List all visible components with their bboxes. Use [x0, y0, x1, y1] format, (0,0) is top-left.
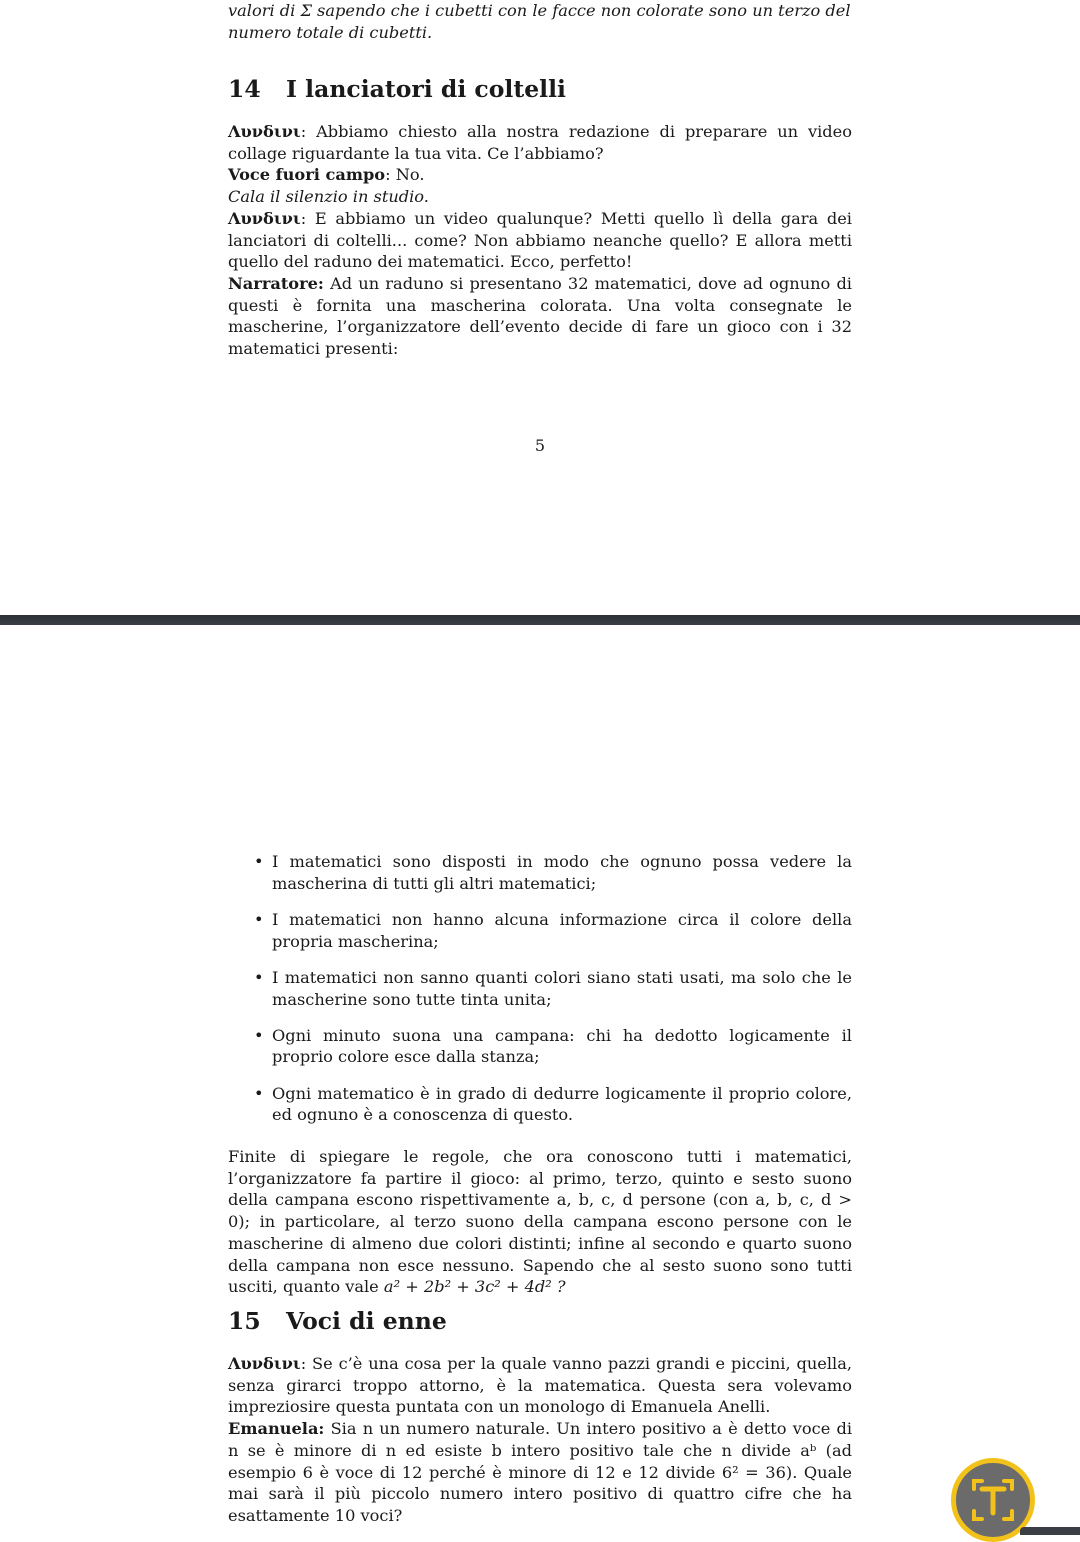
bullet-icon: •	[254, 852, 264, 871]
dialogue-line: Λυνδινι: Abbiamo chiesto alla nostra redazione di preparare un video collage riguardante la tua vita. Ce l’abbiamo?	[228, 122, 852, 163]
speaker: Λυνδινι	[228, 1354, 301, 1373]
bullet-icon: •	[254, 909, 264, 929]
list-item: • I matematici non sanno quanti colori siano stati usati, ma solo che le mascherine sono tutte tinta unita;	[254, 967, 852, 1009]
bullet-icon: •	[254, 1025, 264, 1045]
section-title: I lanciatori di coltelli	[286, 75, 566, 103]
page-top	[0, 0, 1080, 615]
speaker: Emanuela:	[228, 1419, 325, 1439]
page-separator	[0, 615, 1080, 625]
section-title: Voci di enne	[286, 1307, 447, 1335]
speaker: Λυνδινι	[228, 122, 301, 141]
list-item: • I matematici sono disposti in modo che ognuno possa vedere la mascherina di tutti gli altri matematici;	[254, 852, 852, 893]
list-item: • I matematici non hanno alcuna informazione circa il colore della propria mascherina;	[254, 909, 852, 951]
bullet-icon: •	[254, 1083, 264, 1103]
dialogue-line: Λυνδινι: E abbiamo un video qualunque? Metti quello lì della gara dei lanciatori di coltelli... come? Non abbiamo neanche quello? E allora metti quello del raduno dei matematici. Ecco, perfetto!	[228, 208, 852, 272]
speaker: Λυνδινι	[228, 208, 301, 228]
problem-paragraph: Finite di spiegare le regole, che ora conoscono tutti i matematici, l’organizzatore fa partire il gioco: al primo, terzo, quinto e sesto suono della campana escono rispettivamente a, b, c, d persone (con a, b, c, d > 0); in particolare, al terzo suono della campana escono persone con le mascherine di almeno due colori distinti; infine al secondo e quarto suono della campana non esce nessuno. Sapendo che al sesto suono sono tutti usciti, quanto vale a² + 2b² + 3c² + 4d² ?	[228, 1147, 852, 1297]
list-item: • Ogni minuto suona una campana: chi ha dedotto logicamente il proprio colore esce dalla stanza;	[254, 1025, 852, 1067]
translate-t-icon	[956, 1463, 1030, 1537]
carry-line-1: valori di Σ sapendo che i cubetti con le facce non colorate sono un terzo del	[228, 1, 851, 20]
page-number: 5	[534, 436, 546, 455]
stage-direction: Cala il silenzio in studio.	[228, 187, 429, 207]
bottom-bar	[1020, 1527, 1080, 1535]
dialogue-line: Λυνδινι: Se c’è una cosa per la quale vanno pazzi grandi e piccini, quella, senza girarci troppo attorno, è la matematica. Questa sera volevamo impreziosire questa puntata con un monologo di Emanuela Anelli.	[228, 1354, 852, 1417]
carry-line-2: numero totale di cubetti.	[228, 22, 433, 42]
section-number: 15	[228, 1307, 261, 1335]
page-bottom	[0, 625, 1080, 1535]
section-15-body	[228, 1353, 852, 1527]
section-14-heading	[228, 74, 852, 104]
speaker: Voce fuori campo	[228, 165, 386, 185]
section-14-body	[228, 121, 852, 360]
dialogue-line: Voce fuori campo: No.	[228, 165, 425, 185]
dialogue-line: Emanuela: Sia n un numero naturale. Un intero positivo a è detto voce di n se è minore di n ed esiste b intero positivo tale che n divide aᵇ (ad esempio 6 è voce di 12 perché è minore di 12 e 12 divide 6² = 36). Quale mai sarà il più piccolo numero intero positivo di quattro cifre che ha esattamente 10 voci?	[228, 1419, 852, 1525]
dialogue-line: Narratore: Ad un raduno si presentano 32 matematici, dove ad ognuno di questi è fornita una mascherina colorata. Una volta consegnate le mascherine, l’organizzatore dell’evento decide di fare un gioco con i 32 matematici presenti:	[228, 273, 852, 359]
rules-list	[228, 851, 852, 1141]
carry-over-text	[228, 0, 852, 43]
bullet-icon: •	[254, 967, 264, 987]
list-item: • Ogni matematico è in grado di dedurre logicamente il proprio colore, ed ognuno è a conoscenza di questo.	[254, 1083, 852, 1125]
section-number: 14	[228, 75, 261, 103]
speaker: Narratore:	[228, 273, 324, 293]
section-15-heading	[228, 1306, 852, 1336]
formula: a² + 2b² + 3c² + 4d² ?	[383, 1277, 566, 1297]
